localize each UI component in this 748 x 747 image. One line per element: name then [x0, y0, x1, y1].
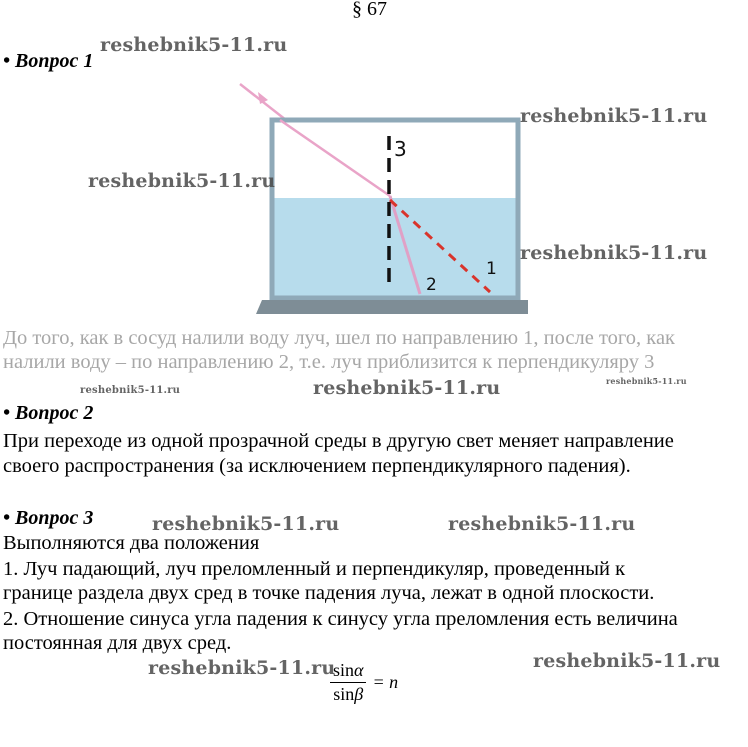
formula-alpha: α — [354, 660, 364, 680]
q2-answer-line-2: своего распространения (за исключением перпендикулярного падения). — [3, 455, 631, 477]
formula-den-func: sin — [333, 684, 355, 704]
ray-in-air — [280, 120, 390, 196]
watermark: reshebnik5-11.ru — [148, 657, 336, 679]
q1-answer-line-1: До того, как в сосуд налили воду луч, шел по направлению 1, после того, как — [3, 327, 676, 349]
q3-item-2-line-1: 2. Отношение синуса угла падения к синусу угла преломления есть величина — [3, 608, 678, 630]
watermark: reshebnik5-11.ru — [520, 105, 708, 127]
watermark: reshebnik5-11.ru — [80, 385, 181, 396]
watermark: reshebnik5-11.ru — [606, 376, 687, 386]
watermark: reshebnik5-11.ru — [100, 34, 288, 56]
refraction-figure — [228, 78, 528, 318]
q2-answer-line-1: При переходе из одной прозрачной среды в другую свет меняет направление — [3, 430, 674, 452]
tank-base — [256, 300, 528, 314]
watermark: reshebnik5-11.ru — [88, 170, 276, 192]
formula-beta: β — [354, 684, 364, 704]
question-3-heading: • Вопрос 3 — [3, 507, 94, 529]
q3-item-1-line-1: 1. Луч падающий, луч преломленный и перпендикуляр, проведенный к — [3, 558, 626, 580]
q3-item-1-line-2: границе раздела двух сред в точке падения луча, лежат в одной плоскости. — [3, 582, 655, 604]
q3-intro: Выполняются два положения — [3, 532, 260, 554]
label-1: 1 — [486, 259, 497, 279]
snell-formula — [330, 660, 398, 705]
watermark: reshebnik5-11.ru — [448, 513, 636, 535]
label-2: 2 — [426, 275, 437, 295]
q1-answer-line-2: налили воду – по направлению 2, т.е. луч приблизится к перпендикуляру 3 — [3, 351, 655, 373]
question-1-heading: • Вопрос 1 — [3, 50, 94, 72]
formula-rhs: = n — [372, 672, 399, 692]
formula-num-func: sin — [333, 660, 355, 680]
watermark: reshebnik5-11.ru — [520, 242, 708, 264]
watermark: reshebnik5-11.ru — [152, 513, 340, 535]
arrow-head — [258, 92, 268, 104]
label-3: 3 — [394, 137, 407, 161]
section-title: § 67 — [352, 0, 387, 20]
watermark: reshebnik5-11.ru — [313, 377, 501, 399]
watermark: reshebnik5-11.ru — [533, 650, 721, 672]
q3-item-2-line-2: постоянная для двух сред. — [3, 632, 232, 654]
question-2-heading: • Вопрос 2 — [3, 402, 94, 424]
